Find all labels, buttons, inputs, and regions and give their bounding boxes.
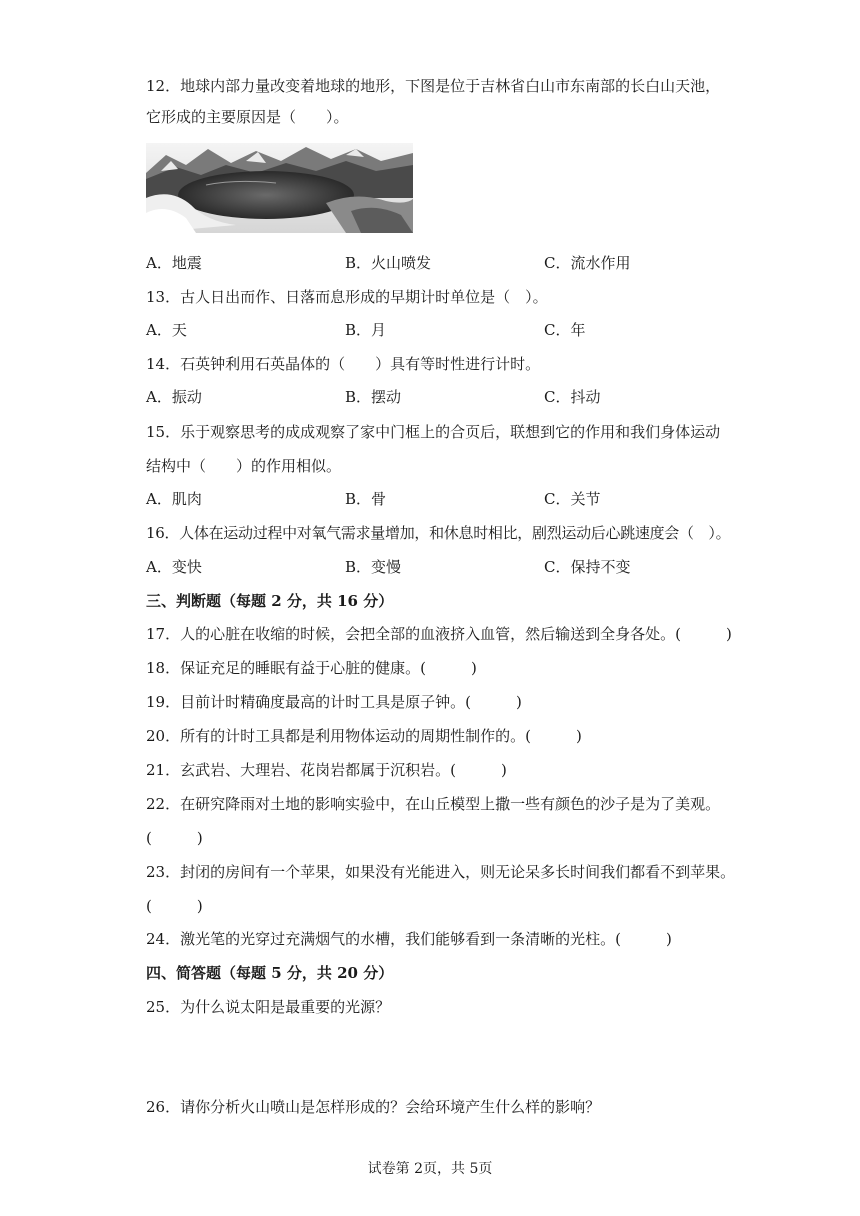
q15-line1: 15．乐于观察思考的成成观察了家中门框上的合页后，联想到它的作用和我们身体运动 (146, 423, 721, 441)
q19-text: 19．目前计时精确度最高的计时工具是原子钟。( ) (146, 693, 522, 711)
q18-text: 18．保证充足的睡眠有益于心脏的健康。( ) (146, 659, 477, 677)
q16-option-b[interactable]: B．变慢 (345, 558, 402, 576)
q24-text: 24．激光笔的光穿过充满烟气的水槽，我们能够看到一条清晰的光柱。( ) (146, 930, 672, 948)
q15-options (146, 489, 766, 509)
q15-option-c[interactable]: C．关节 (544, 490, 601, 508)
q23-answer-blank[interactable]: ( ) (146, 897, 203, 915)
q17-text: 17．人的心脏在收缩的时候，会把全部的血液挤入血管，然后输送到全身各处。( ) (146, 625, 732, 643)
q12-option-a[interactable]: A．地震 (146, 254, 202, 272)
q23-line1: 23．封闭的房间有一个苹果，如果没有光能进入，则无论呆多长时间我们都看不到苹果。 (146, 863, 736, 881)
q14-option-b[interactable]: B．摆动 (345, 388, 402, 406)
page-footer: 试卷第 2页，共 5页 (367, 1161, 493, 1177)
q16-option-a[interactable]: A．变快 (146, 558, 202, 576)
q21-text: 21．玄武岩、大理岩、花岗岩都属于沉积岩。( ) (146, 761, 507, 779)
q14-options (146, 387, 766, 407)
section3-heading: 三、判断题（每题 2 分，共 16 分） (146, 592, 394, 610)
q12-option-c[interactable]: C．流水作用 (544, 254, 631, 272)
q14-option-c[interactable]: C．抖动 (544, 388, 601, 406)
q12-line1: 12．地球内部力量改变着地球的地形，下图是位于吉林省白山市东南部的长白山天池， (146, 77, 721, 95)
q22-answer-blank[interactable]: ( ) (146, 829, 203, 847)
q15-line2: 结构中（ ）的作用相似。 (146, 457, 342, 475)
q13-option-a[interactable]: A．天 (146, 321, 187, 339)
q13-option-c[interactable]: C．年 (544, 321, 586, 339)
q16-options (146, 557, 766, 577)
q22-line1: 22．在研究降雨对土地的影响实验中，在山丘模型上撒一些有颜色的沙子是为了美观。 (146, 795, 721, 813)
q16-text: 16．人体在运动过程中对氧气需求量增加，和休息时相比，剧烈运动后心跳速度会（ ）。 (146, 524, 731, 542)
q20-text: 20．所有的计时工具都是利用物体运动的周期性制作的。( ) (146, 727, 582, 745)
q13-text: 13．古人日出而作、日落而息形成的早期计时单位是（ ）。 (146, 288, 548, 306)
q13-option-b[interactable]: B．月 (345, 321, 387, 339)
q26-text: 26．请你分析火山喷山是怎样形成的？会给环境产生什么样的影响？ (146, 1098, 601, 1116)
q12-option-b[interactable]: B．火山喷发 (345, 254, 432, 272)
tianchi-lake-photo (146, 143, 413, 233)
q13-options (146, 320, 766, 340)
q25-text: 25．为什么说太阳是最重要的光源？ (146, 998, 391, 1016)
q12-line2: 它形成的主要原因是（ ）。 (146, 108, 349, 126)
q16-option-c[interactable]: C．保持不变 (544, 558, 631, 576)
q12-options (146, 253, 766, 273)
q15-option-a[interactable]: A．肌肉 (146, 490, 202, 508)
section4-heading: 四、简答题（每题 5 分，共 20 分） (146, 964, 394, 982)
q14-text: 14．石英钟利用石英晶体的（ ）具有等时性进行计时。 (146, 355, 541, 373)
q14-option-a[interactable]: A．振动 (146, 388, 202, 406)
q15-option-b[interactable]: B．骨 (345, 490, 387, 508)
